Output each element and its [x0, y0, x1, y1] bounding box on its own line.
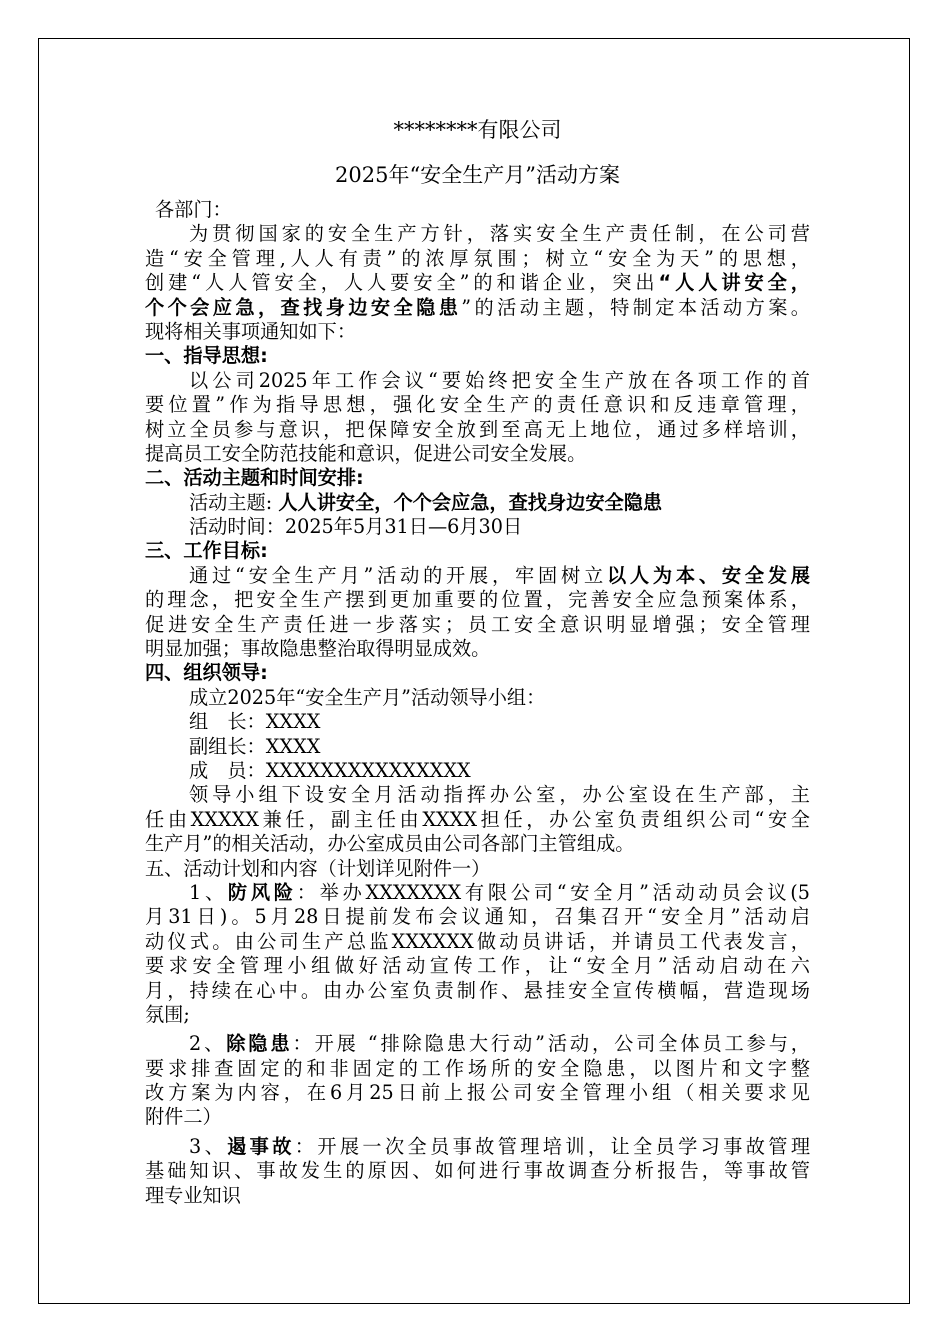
body-line: 任由XXXXX兼任，副主任由XXXX担任，办公室负责组织公司“安全: [145, 807, 810, 831]
body-line: 以公司2025年工作会议“要始终把安全生产放在各项工作的首: [189, 368, 810, 392]
section-work-goals: [145, 539, 810, 661]
item-number: 3、: [189, 1134, 228, 1158]
body-line: 改方案为内容，在6月25日前上报公司安全管理小组（相关要求见: [145, 1081, 810, 1105]
body-line: 要求排查固定的和非固定的工作场所的安全隐患，以图片和文字整: [145, 1056, 810, 1080]
section-heading: 三、工作目标:: [145, 539, 268, 563]
body-line: 氛围;: [145, 1002, 190, 1026]
theme-value: 人人讲安全，个个会应急，查找身边安全隐患: [278, 490, 663, 514]
intro-line: 造“安全管理,人人有责”的浓厚氛围；树立“安全为天”的思想，: [145, 246, 810, 270]
body-text: 通过“安全生产月”活动的开展，牢固树立: [189, 563, 607, 587]
intro-line: [145, 296, 810, 320]
activity-theme-emphasis: 个个会应急，查找身边安全隐患: [145, 295, 462, 319]
body-line: [145, 881, 810, 905]
body-line: 成立2025年“安全生产月”活动领导小组：: [189, 685, 546, 709]
intro-line: 为贯彻国家的安全生产方针，落实安全生产责任制，在公司营: [189, 222, 810, 246]
section-heading: 一、指导思想:: [145, 344, 268, 368]
body-line: [145, 564, 810, 588]
item-label: 遏事故: [227, 1134, 295, 1158]
body-line: 生产月”的相关活动，办公室成员由公司各部门主管组成。: [145, 832, 635, 856]
section-heading: 五、活动计划和内容（计划详见附件一）: [145, 856, 491, 880]
intro-text: ”的活动主题，特制定本活动方案。: [461, 295, 810, 319]
body-line: 要求安全管理小组做好活动宣传工作，让“安全月”活动启动在六: [145, 954, 810, 978]
intro-line: 现将相关事项通知如下：: [145, 319, 357, 343]
body-line: 要位置”作为指导思想，强化安全生产的责任意识和反违章管理，: [145, 393, 810, 417]
section-organization: [145, 661, 810, 856]
intro-paragraph: [145, 222, 810, 344]
intro-line: [145, 271, 810, 295]
body-line: 树立全员参与意识，把保障安全放到至高无上地位，通过多样培训，: [145, 417, 810, 441]
theme-label: 活动主题:: [189, 490, 279, 514]
body-line: 促进安全生产责任进一步落实；员工安全意识明显增强；安全管理: [145, 612, 810, 636]
body-line: 理专业知识: [145, 1183, 241, 1207]
body-line: 基础知识、事故发生的原因、如何进行事故调查分析报告，等事故管: [145, 1159, 810, 1183]
leader-line: 组 长：XXXX: [189, 710, 321, 734]
goal-emphasis: 以人为本、安全发展: [606, 563, 810, 587]
plan-item-remove-hazards: [145, 1032, 810, 1130]
item-number: 2、: [189, 1032, 227, 1056]
body-line: 附件二）: [145, 1105, 222, 1129]
item-label: 除隐患: [226, 1032, 293, 1056]
item-number: 1、: [189, 880, 228, 904]
members-line: 成 员：XXXXXXXXXXXXXXX: [189, 758, 471, 782]
body-line: 动仪式。由公司生产总监XXXXXX做动员讲话，并请员工代表发言，: [145, 929, 810, 953]
body-text: ：开展一次全员事故管理培训，让全员学习事故管理: [294, 1134, 811, 1158]
body-text: ：开展 “排除隐患大行动”活动，公司全体员工参与，: [292, 1032, 810, 1056]
section-theme-schedule: [145, 466, 810, 539]
section-heading: 二、活动主题和时间安排:: [145, 466, 364, 490]
deputy-leader-line: 副组长：XXXX: [189, 734, 321, 758]
company-title: ********有限公司: [393, 118, 562, 142]
body-line: 月31日)。5月28日提前发布会议通知，召集召开“安全月”活动启: [145, 905, 810, 929]
plan-item-curb-accidents: [145, 1135, 810, 1208]
body-line: 提高员工安全防范技能和意识，促进公司安全发展。: [145, 441, 587, 465]
activity-theme-emphasis: “人人讲安全，: [658, 271, 810, 295]
time-line: 活动时间：2025年5月31日—6月30日: [189, 515, 523, 539]
body-line: [145, 1135, 810, 1159]
body-line: 领导小组下设安全月活动指挥办公室，办公室设在生产部，主: [189, 783, 810, 807]
body-line: 的理念，把安全生产摆到更加重要的位置，完善安全应急预案体系，: [145, 588, 810, 612]
plan-item-prevent-risk: [145, 881, 810, 1027]
theme-line: [145, 491, 810, 515]
section-heading: 四、组织领导:: [145, 661, 268, 685]
salutation: 各部门：: [155, 198, 232, 221]
section-guiding-thought: [145, 344, 810, 466]
body-line: 月，持续在心中。由办公室负责制作、悬挂安全宣传横幅，营造现场: [145, 978, 810, 1002]
document-body: [145, 112, 810, 1208]
intro-text: 创建“人人管安全，人人要安全”的和谐企业，突出: [145, 271, 659, 295]
body-line: 明显加强；事故隐患整治取得明显成效。: [145, 637, 491, 661]
body-text: ：举办XXXXXXX有限公司“安全月”活动动员会议(5: [296, 880, 810, 904]
item-label: 防风险: [227, 880, 297, 904]
document-title: 2025年“安全生产月”活动方案: [335, 163, 620, 187]
body-line: [145, 1032, 810, 1056]
section-activity-plan: [145, 857, 810, 1208]
